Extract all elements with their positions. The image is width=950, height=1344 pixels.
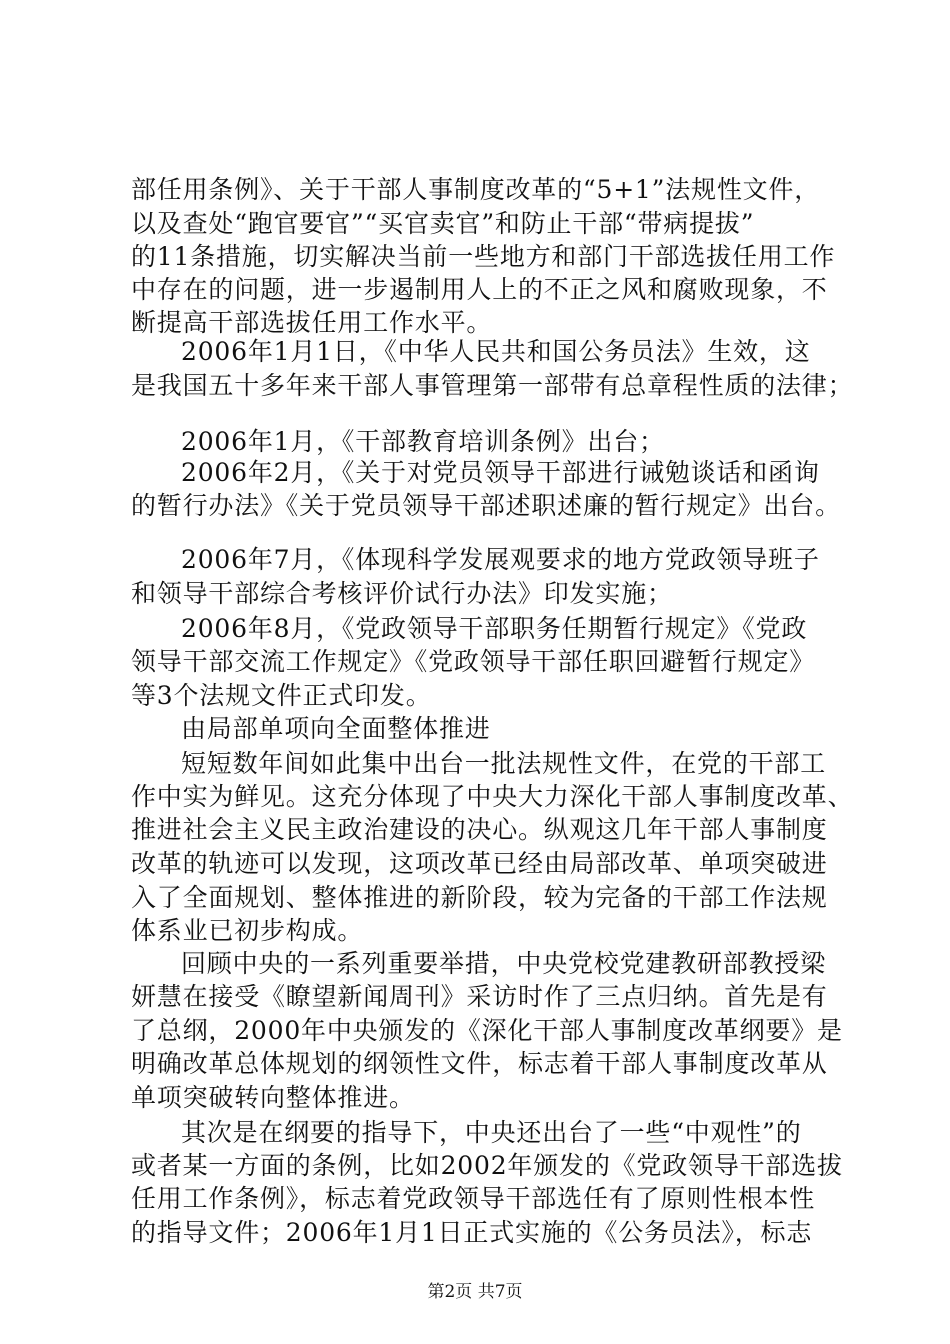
paragraph-line: 了总纲，2000年中央颁发的《深化干部人事制度改革纲要》是 — [131, 1016, 843, 1045]
paragraph-first-line: 2006年2月，《关于对党员领导干部进行诫勉谈话和函询 — [181, 458, 820, 487]
paragraph-first-line: 2006年1月1日，《中华人民共和国公务员法》生效，这 — [181, 337, 811, 366]
paragraph-line: 领导干部交流工作规定》《党政领导干部任职回避暂行规定》 — [131, 647, 816, 676]
paragraph-line: 以及查处“跑官要官”“买官卖官”和防止干部“带病提拔” — [131, 209, 755, 238]
paragraph-first-line: 2006年1月，《干部教育培训条例》出台； — [181, 427, 665, 456]
paragraph-line: 是我国五十多年来干部人事管理第一部带有总章程性质的法律； — [131, 371, 854, 400]
paragraph-first-line: 其次是在纲要的指导下，中央还出台了一些“中观性”的 — [181, 1118, 802, 1147]
paragraph-line: 中存在的问题，进一步遏制用人上的不正之风和腐败现象，不 — [131, 275, 828, 304]
paragraph-first-line: 由局部单项向全面整体推进 — [181, 714, 491, 743]
paragraph-line: 作中实为鲜见。这充分体现了中央大力深化干部人事制度改革、 — [131, 782, 854, 811]
paragraph-line: 改革的轨迹可以发现，这项改革已经由局部改革、单项突破进 — [131, 849, 828, 878]
paragraph-line: 的暂行办法》《关于党员领导干部述职述廉的暂行规定》出台。 — [131, 491, 841, 520]
paragraph-line: 任用工作条例》，标志着党政领导干部选任有了原则性根本性 — [131, 1184, 816, 1213]
paragraph-line: 断提高干部选拔任用工作水平。 — [131, 308, 493, 337]
paragraph-first-line: 2006年7月，《体现科学发展观要求的地方党政领导班子 — [181, 545, 820, 574]
paragraph-line: 部任用条例》、关于干部人事制度改革的“5+1”法规性文件， — [131, 175, 821, 204]
paragraph-line: 或者某一方面的条例，比如2002年颁发的《党政领导干部选拔 — [131, 1151, 843, 1180]
paragraph-line: 体系业已初步构成。 — [131, 916, 364, 945]
paragraph-first-line: 2006年8月，《党政领导干部职务任期暂行规定》《党政 — [181, 614, 808, 643]
paragraph-line: 入了全面规划、整体推进的新阶段，较为完备的干部工作法规 — [131, 883, 828, 912]
paragraph-first-line: 回顾中央的一系列重要举措，中央党校党建教研部教授梁 — [181, 949, 827, 978]
paragraph-line: 的指导文件；2006年1月1日正式实施的《公务员法》，标志 — [131, 1218, 813, 1247]
paragraph-line: 明确改革总体规划的纲领性文件，标志着干部人事制度改革从 — [131, 1049, 828, 1078]
paragraph-line: 妍慧在接受《瞭望新闻周刊》采访时作了三点归纳。首先是有 — [131, 982, 828, 1011]
paragraph-first-line: 短短数年间如此集中出台一批法规性文件，在党的干部工 — [181, 749, 827, 778]
paragraph-line: 的11条措施，切实解决当前一些地方和部门干部选拔任用工作 — [131, 242, 836, 271]
paragraph-line: 等3个法规文件正式印发。 — [131, 681, 432, 710]
paragraph-line: 和领导干部综合考核评价试行办法》印发实施； — [131, 579, 673, 608]
page-footer: 第2页 共7页 — [427, 1282, 523, 1302]
paragraph-line: 推进社会主义民主政治建设的决心。纵观这几年干部人事制度 — [131, 815, 828, 844]
paragraph-line: 单项突破转向整体推进。 — [131, 1083, 415, 1112]
